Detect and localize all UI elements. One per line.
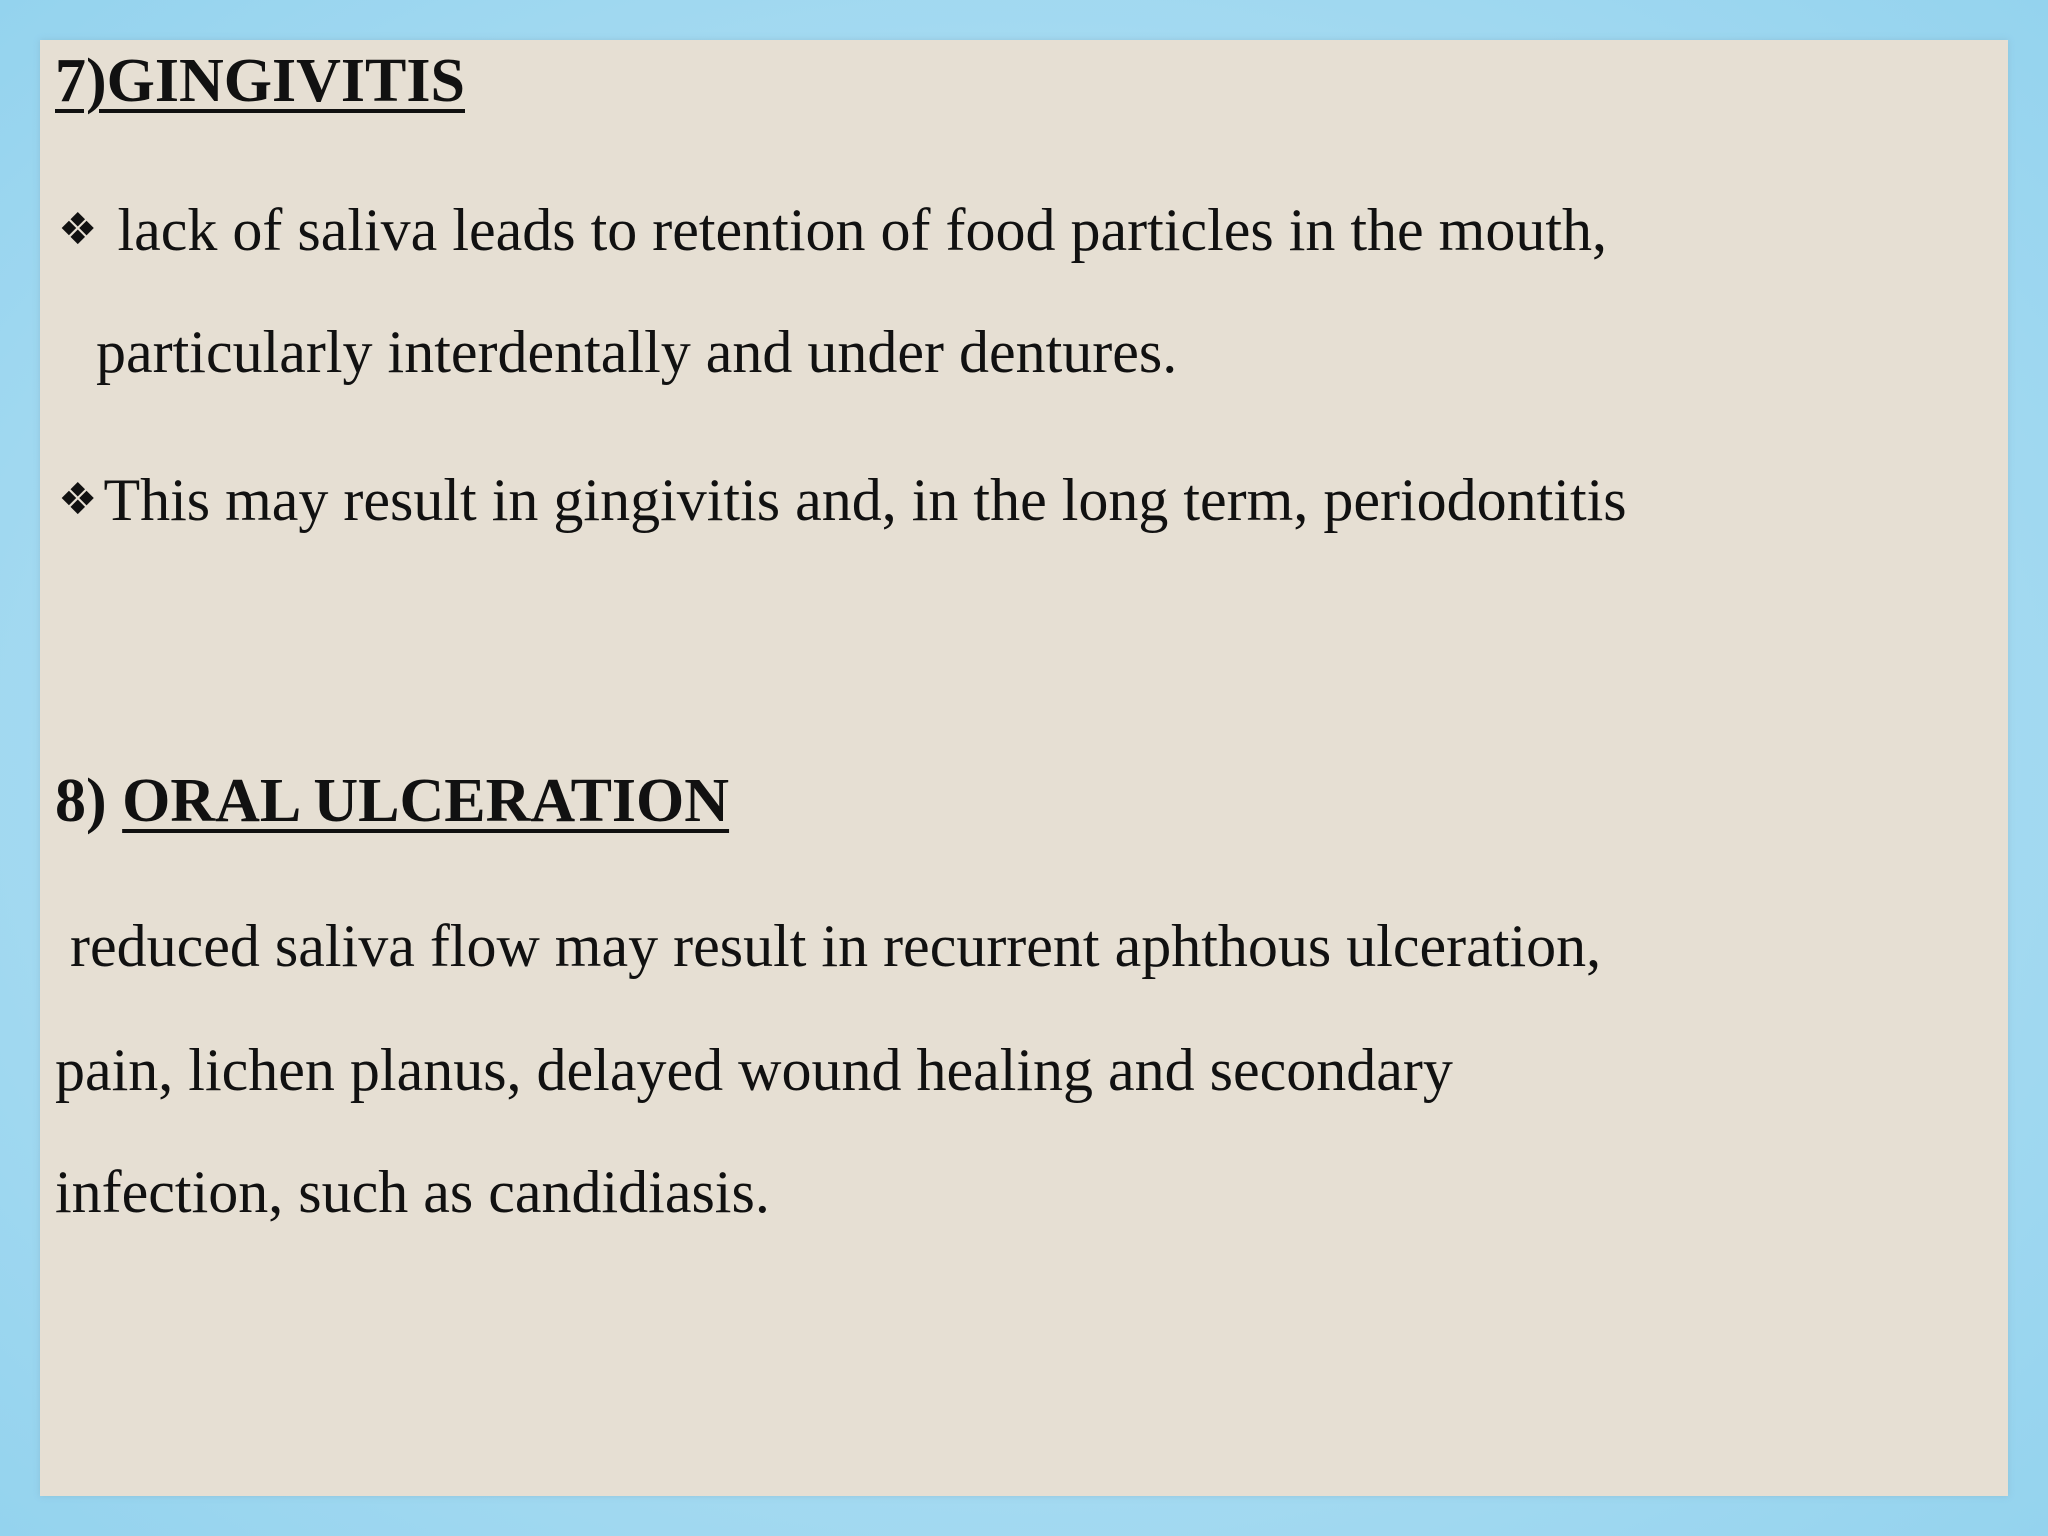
bullet-item-saliva-retention-continued — [96, 319, 1178, 385]
bullet-text-line-2: particularly interdentally and under dentures. — [96, 319, 1178, 385]
bullet-item-saliva-retention — [58, 197, 1608, 263]
bullet-text-line-1: lack of saliva leads to retention of food particles in the mouth, — [117, 197, 1608, 263]
bullet-text: This may result in gingivitis and, in the long term, periodontitis — [103, 467, 1627, 533]
paragraph-line-3: infection, such as candidiasis. — [55, 1159, 770, 1225]
bullet-item-periodontitis — [58, 467, 1627, 533]
diamond-bullet-icon: ❖ — [58, 204, 98, 255]
diamond-bullet-icon: ❖ — [58, 474, 98, 525]
heading-number: 8) — [55, 767, 107, 835]
heading-gingivitis-text: 7)GINGIVITIS — [55, 47, 465, 115]
heading-gingivitis — [55, 47, 465, 115]
paragraph-line-1: reduced saliva flow may result in recurrent aphthous ulceration, — [70, 913, 1602, 979]
heading-oral-ulceration — [55, 767, 730, 835]
paragraph-line-2: pain, lichen planus, delayed wound healing and secondary — [55, 1037, 1453, 1103]
heading-oral-ulceration-text: ORAL ULCERATION — [122, 767, 730, 835]
